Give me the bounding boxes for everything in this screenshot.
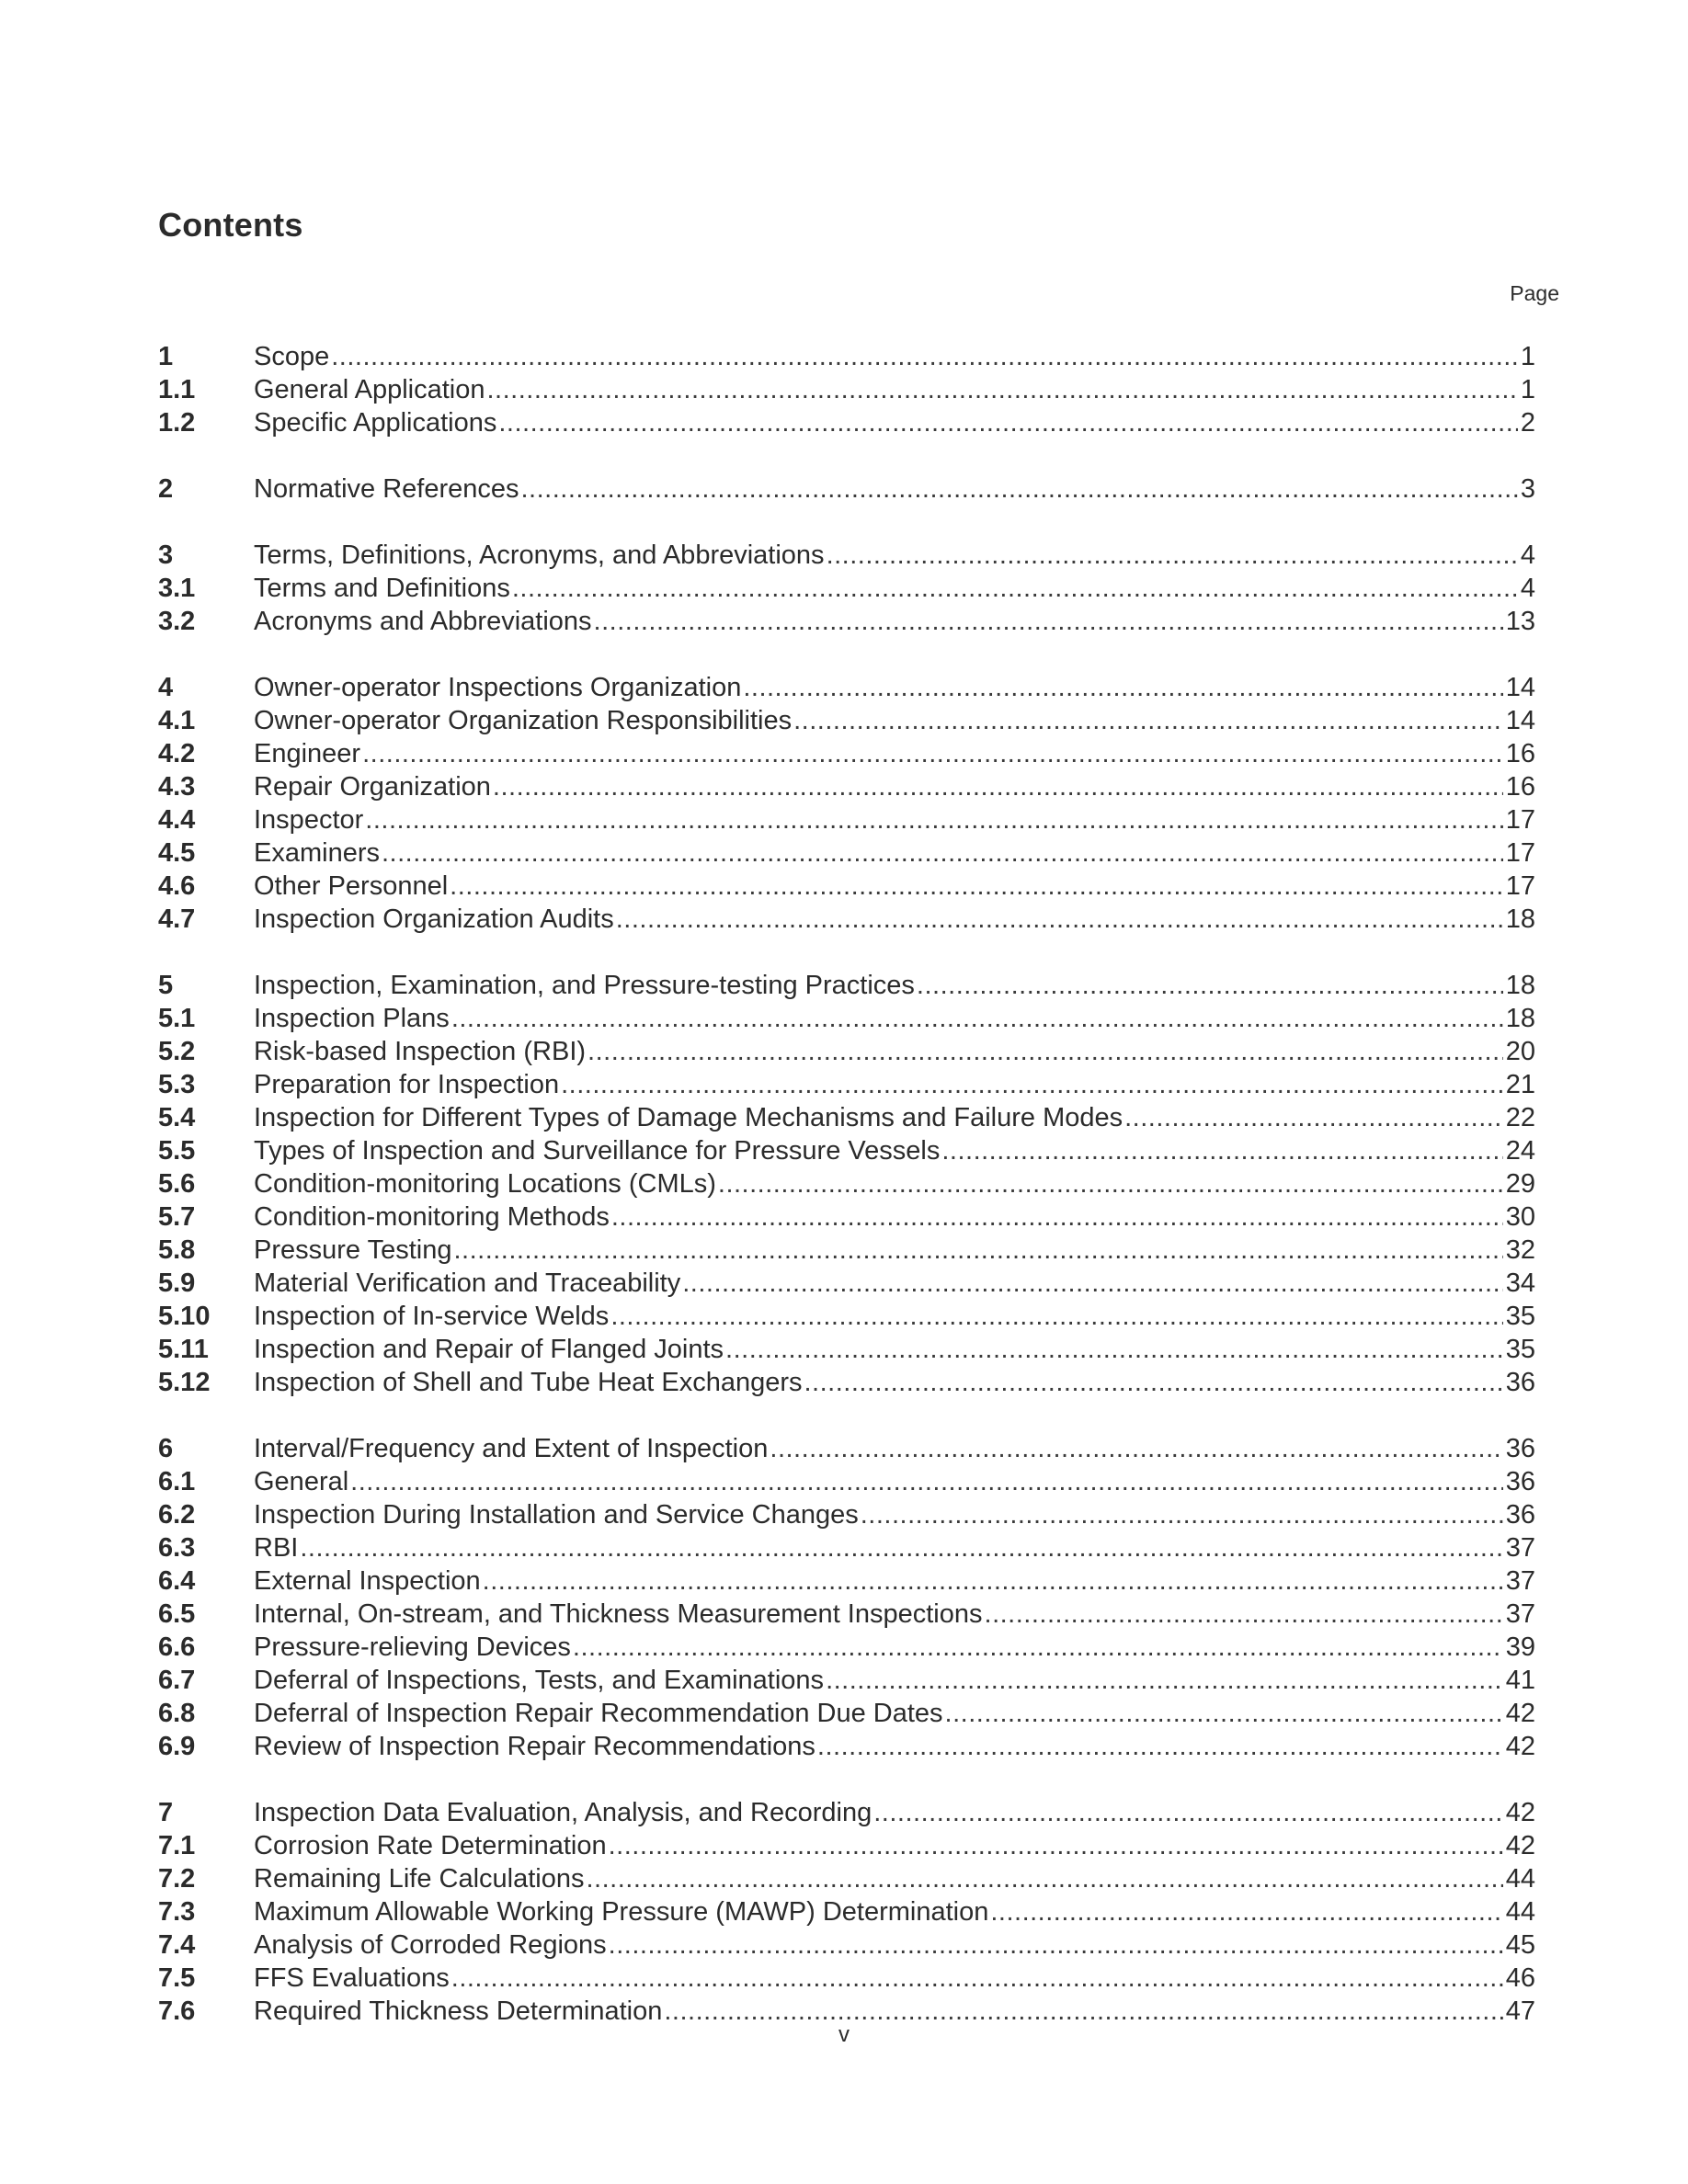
- toc-dot-leader: [827, 539, 1518, 572]
- toc-entry-page[interactable]: 18: [1505, 1004, 1535, 1033]
- toc-entry-number: 1.1: [158, 375, 196, 404]
- toc-dot-leader: [793, 704, 1503, 737]
- toc-entry-page[interactable]: 1: [1520, 375, 1535, 404]
- toc-dot-leader: [450, 870, 1503, 903]
- toc-entry-page[interactable]: 42: [1505, 1732, 1535, 1761]
- toc-dot-leader: [451, 1002, 1503, 1035]
- toc-entry-page[interactable]: 20: [1505, 1037, 1535, 1066]
- toc-entry-page[interactable]: 17: [1505, 871, 1535, 901]
- toc-entry[interactable]: [158, 406, 1535, 439]
- toc-dot-leader: [990, 1895, 1502, 1928]
- toc-entry[interactable]: [158, 969, 1535, 1002]
- toc-entry-title[interactable]: Pressure Testing: [254, 1235, 452, 1265]
- toc-entry-title[interactable]: Inspection During Installation and Service Changes: [254, 1500, 859, 1530]
- toc-entry[interactable]: [158, 836, 1535, 870]
- toc-entry[interactable]: [158, 1167, 1535, 1200]
- toc-entry-title[interactable]: Preparation for Inspection: [254, 1070, 560, 1099]
- toc-dot-leader: [861, 1498, 1503, 1531]
- toc-dot-leader: [718, 1167, 1503, 1200]
- toc-entry-title[interactable]: Normative References: [254, 474, 519, 504]
- toc-entry-number: 6.2: [158, 1500, 196, 1530]
- toc-entry-number: 5: [158, 971, 174, 1000]
- toc-dot-leader: [804, 1366, 1503, 1399]
- toc-dot-leader: [382, 836, 1503, 870]
- toc-entry-title[interactable]: General: [254, 1467, 349, 1496]
- toc-group: [158, 969, 1535, 1399]
- toc-entry[interactable]: [158, 572, 1535, 605]
- toc-entry-title[interactable]: Types of Inspection and Surveillance for Pressure Vessels: [254, 1136, 941, 1166]
- toc-entry[interactable]: [158, 1432, 1535, 1465]
- toc-entry[interactable]: [158, 1333, 1535, 1366]
- toc-entry-page[interactable]: 41: [1505, 1666, 1535, 1695]
- toc-entry-title[interactable]: Analysis of Corroded Regions: [254, 1930, 607, 1960]
- toc-entry[interactable]: [158, 1730, 1535, 1763]
- toc-group: [158, 539, 1535, 638]
- toc-dot-leader: [1124, 1101, 1503, 1134]
- toc-entry-number: 3.1: [158, 574, 196, 603]
- toc-entry-title[interactable]: FFS Evaluations: [254, 1963, 450, 1993]
- toc-dot-leader: [594, 605, 1503, 638]
- toc-entry-page[interactable]: 29: [1505, 1169, 1535, 1199]
- toc-dot-leader: [451, 1962, 1503, 1995]
- toc-entry-number: 6.7: [158, 1666, 196, 1695]
- toc-entry-title[interactable]: External Inspection: [254, 1566, 481, 1596]
- toc-entry-number: 6.6: [158, 1632, 196, 1662]
- toc-entry-title[interactable]: Condition-monitoring Locations (CMLs): [254, 1169, 716, 1199]
- toc-dot-leader: [682, 1267, 1503, 1300]
- toc-entry-number: 1.2: [158, 408, 196, 438]
- toc-entry-number: 7: [158, 1798, 174, 1827]
- page-folio: v: [838, 2022, 850, 2047]
- toc-dot-leader: [609, 1928, 1503, 1962]
- toc-entry[interactable]: [158, 870, 1535, 903]
- toc-entry-page[interactable]: 44: [1505, 1897, 1535, 1927]
- toc-entry-title[interactable]: Corrosion Rate Determination: [254, 1831, 607, 1860]
- toc-dot-leader: [362, 737, 1503, 770]
- toc-entry-number: 7.3: [158, 1897, 196, 1927]
- toc-entry[interactable]: [158, 1101, 1535, 1134]
- toc-entry-number: 7.6: [158, 1996, 196, 2026]
- toc-entry-page[interactable]: 13: [1505, 607, 1535, 636]
- toc-entry-number: 3: [158, 540, 174, 570]
- toc-entry-title[interactable]: Inspection and Repair of Flanged Joints: [254, 1335, 724, 1364]
- toc-entry-number: 5.1: [158, 1004, 196, 1033]
- toc-entry-page[interactable]: 18: [1505, 971, 1535, 1000]
- toc-entry[interactable]: [158, 1366, 1535, 1399]
- toc-entry[interactable]: [158, 340, 1535, 373]
- toc-dot-leader: [561, 1068, 1503, 1101]
- toc-entry-page[interactable]: 4: [1520, 574, 1535, 603]
- toc-dot-leader: [487, 373, 1518, 406]
- toc-entry-title[interactable]: Inspection Plans: [254, 1004, 450, 1033]
- toc-entry-page[interactable]: 42: [1505, 1699, 1535, 1728]
- toc-entry-title[interactable]: Review of Inspection Repair Recommendations: [254, 1732, 815, 1761]
- toc-entry-number: 6.4: [158, 1566, 196, 1596]
- toc-dot-leader: [826, 1664, 1503, 1697]
- toc-entry-page[interactable]: 22: [1505, 1103, 1535, 1132]
- toc-entry-page[interactable]: 18: [1505, 904, 1535, 934]
- toc-entry-title[interactable]: Engineer: [254, 739, 361, 768]
- toc-entry-page[interactable]: 17: [1505, 805, 1535, 835]
- toc-entry-page[interactable]: 34: [1505, 1268, 1535, 1298]
- toc-entry-page[interactable]: 16: [1505, 772, 1535, 802]
- toc-entry-page[interactable]: 35: [1505, 1335, 1535, 1364]
- toc-entry-number: 4.1: [158, 706, 196, 735]
- toc-entry[interactable]: [158, 1035, 1535, 1068]
- toc-entry-page[interactable]: 30: [1505, 1202, 1535, 1232]
- toc-entry-number: 6.3: [158, 1533, 196, 1563]
- toc-entry-number: 5.6: [158, 1169, 196, 1199]
- toc-entry-title[interactable]: Deferral of Inspection Repair Recommendation Due Dates: [254, 1699, 943, 1728]
- toc-dot-leader: [512, 572, 1518, 605]
- toc-entry-page[interactable]: 39: [1505, 1632, 1535, 1662]
- toc-entry-title[interactable]: Other Personnel: [254, 871, 449, 901]
- toc-entry-title[interactable]: Specific Applications: [254, 408, 497, 438]
- toc-entry-page[interactable]: 2: [1520, 408, 1535, 438]
- toc-entry-number: 4.5: [158, 838, 196, 868]
- toc-entry-number: 4.7: [158, 904, 196, 934]
- toc-entry-number: 4: [158, 673, 174, 702]
- toc-group: [158, 340, 1535, 439]
- toc-entry-number: 2: [158, 474, 174, 504]
- toc-entry-number: 4.2: [158, 739, 196, 768]
- toc-entry[interactable]: [158, 472, 1535, 506]
- toc-entry-title[interactable]: Condition-monitoring Methods: [254, 1202, 610, 1232]
- toc-group: [158, 1432, 1535, 1763]
- toc-entry-number: 4.4: [158, 805, 196, 835]
- toc-entry-page[interactable]: 37: [1505, 1533, 1535, 1563]
- toc-entry-title[interactable]: Acronyms and Abbreviations: [254, 607, 592, 636]
- toc-entry-number: 5.11: [158, 1335, 209, 1364]
- toc-entry-page[interactable]: 37: [1505, 1566, 1535, 1596]
- toc-entry[interactable]: [158, 1234, 1535, 1267]
- toc-entry[interactable]: [158, 1134, 1535, 1167]
- toc-entry-title[interactable]: Pressure-relieving Devices: [254, 1632, 571, 1662]
- toc-entry-number: 5.3: [158, 1070, 196, 1099]
- toc-entry[interactable]: [158, 1200, 1535, 1234]
- toc-entry[interactable]: [158, 1564, 1535, 1598]
- toc-entry[interactable]: [158, 1598, 1535, 1631]
- toc-entry-number: 6.9: [158, 1732, 196, 1761]
- toc-entry-page[interactable]: 36: [1505, 1368, 1535, 1397]
- toc-entry-page[interactable]: 36: [1505, 1434, 1535, 1463]
- toc-entry-title[interactable]: Owner-operator Inspections Organization: [254, 673, 742, 702]
- toc-entry-title[interactable]: General Application: [254, 375, 485, 404]
- toc-entry-number: 7.4: [158, 1930, 196, 1960]
- toc-entry-number: 5.8: [158, 1235, 196, 1265]
- toc-entry[interactable]: [158, 1697, 1535, 1730]
- toc-entry-page[interactable]: 44: [1505, 1864, 1535, 1894]
- toc-entry-title[interactable]: Examiners: [254, 838, 380, 868]
- toc-entry-page[interactable]: 35: [1505, 1302, 1535, 1331]
- toc-entry[interactable]: [158, 704, 1535, 737]
- toc-entry[interactable]: [158, 803, 1535, 836]
- toc-entry[interactable]: [158, 737, 1535, 770]
- toc-entry[interactable]: [158, 1829, 1535, 1862]
- toc-entry-title[interactable]: Risk-based Inspection (RBI): [254, 1037, 587, 1066]
- toc-entry-number: 4.3: [158, 772, 196, 802]
- toc-entry-page[interactable]: 24: [1505, 1136, 1535, 1166]
- toc-dot-leader: [917, 969, 1503, 1002]
- toc-entry-page[interactable]: 47: [1505, 1996, 1535, 2026]
- toc-dot-leader: [610, 1300, 1502, 1333]
- toc-entry-number: 6.8: [158, 1699, 196, 1728]
- toc-entry[interactable]: [158, 1002, 1535, 1035]
- toc-dot-leader: [873, 1796, 1502, 1829]
- toc-entry-page[interactable]: 36: [1505, 1467, 1535, 1496]
- toc-entry[interactable]: [158, 1928, 1535, 1962]
- toc-dot-leader: [350, 1465, 1503, 1498]
- toc-dot-leader: [521, 472, 1518, 506]
- toc-dot-leader: [573, 1631, 1503, 1664]
- toc-entry-number: 7.5: [158, 1963, 196, 1993]
- toc-entry[interactable]: [158, 1962, 1535, 1995]
- toc-entry-number: 5.10: [158, 1302, 211, 1331]
- toc-entry[interactable]: [158, 1068, 1535, 1101]
- toc-entry[interactable]: [158, 373, 1535, 406]
- toc-dot-leader: [941, 1134, 1502, 1167]
- toc-entry-page[interactable]: 16: [1505, 739, 1535, 768]
- toc-entry-title[interactable]: Scope: [254, 342, 330, 371]
- toc-dot-leader: [743, 671, 1502, 704]
- toc-dot-leader: [587, 1035, 1503, 1068]
- toc-entry[interactable]: [158, 605, 1535, 638]
- toc-entry-number: 5.7: [158, 1202, 196, 1232]
- toc-dot-leader: [453, 1234, 1502, 1267]
- toc-dot-leader: [365, 803, 1502, 836]
- toc-entry-title[interactable]: Internal, On-stream, and Thickness Measurement Inspections: [254, 1599, 983, 1629]
- toc-entry-page[interactable]: 45: [1505, 1930, 1535, 1960]
- toc-entry[interactable]: [158, 1531, 1535, 1564]
- toc-entry-title[interactable]: Terms, Definitions, Acronyms, and Abbreviations: [254, 540, 825, 570]
- toc-entry-title[interactable]: Inspection of In-service Welds: [254, 1302, 610, 1331]
- toc-entry-title[interactable]: Inspection Data Evaluation, Analysis, and Recording: [254, 1798, 873, 1827]
- toc-group: [158, 1796, 1535, 2028]
- toc-entry-number: 6.1: [158, 1467, 196, 1496]
- toc-entry-number: 5.5: [158, 1136, 196, 1166]
- toc-entry-title[interactable]: Inspection for Different Types of Damage Mechanisms and Failure Modes: [254, 1103, 1123, 1132]
- toc-entry-number: 3.2: [158, 607, 196, 636]
- toc-dot-leader: [945, 1697, 1503, 1730]
- toc-entry[interactable]: [158, 671, 1535, 704]
- toc-dot-leader: [586, 1862, 1502, 1895]
- toc-entry-page[interactable]: 21: [1505, 1070, 1535, 1099]
- page-title: Contents: [158, 206, 303, 244]
- toc-dot-leader: [331, 340, 1518, 373]
- toc-dot-leader: [985, 1598, 1503, 1631]
- toc-entry-title[interactable]: Interval/Frequency and Extent of Inspection: [254, 1434, 769, 1463]
- toc-entry-page[interactable]: 42: [1505, 1798, 1535, 1827]
- toc-entry-title[interactable]: Repair Organization: [254, 772, 491, 802]
- toc-entry-page[interactable]: 37: [1505, 1599, 1535, 1629]
- toc-dot-leader: [770, 1432, 1502, 1465]
- toc-group: [158, 671, 1535, 936]
- toc-entry-number: 7.1: [158, 1831, 196, 1860]
- toc-entry[interactable]: [158, 1796, 1535, 1829]
- toc-group: [158, 472, 1535, 506]
- toc-entry-number: 5.12: [158, 1368, 211, 1397]
- toc-entry[interactable]: [158, 1664, 1535, 1697]
- toc-dot-leader: [609, 1829, 1503, 1862]
- toc-entry[interactable]: [158, 1895, 1535, 1928]
- toc-entry[interactable]: [158, 1300, 1535, 1333]
- toc-entry-number: 6: [158, 1434, 174, 1463]
- toc-entry-title[interactable]: Owner-operator Organization Responsibilities: [254, 706, 793, 735]
- toc-entry-page[interactable]: 1: [1520, 342, 1535, 371]
- toc-entry-number: 1: [158, 342, 174, 371]
- toc-entry[interactable]: [158, 1862, 1535, 1895]
- toc-entry-page[interactable]: 46: [1505, 1963, 1535, 1993]
- toc-entry-page[interactable]: 4: [1520, 540, 1535, 570]
- toc-entry-title[interactable]: Inspection, Examination, and Pressure-testing Practices: [254, 971, 915, 1000]
- toc-entry-title[interactable]: Remaining Life Calculations: [254, 1864, 585, 1894]
- toc-dot-leader: [611, 1200, 1503, 1234]
- toc-entry[interactable]: [158, 1267, 1535, 1300]
- toc-entry-page[interactable]: 32: [1505, 1235, 1535, 1265]
- toc-entry-number: 5.4: [158, 1103, 196, 1132]
- toc-entry-number: 5.9: [158, 1268, 196, 1298]
- toc-dot-leader: [498, 406, 1517, 439]
- toc-entry-title[interactable]: Deferral of Inspections, Tests, and Examinations: [254, 1666, 825, 1695]
- toc-entry-number: 7.2: [158, 1864, 196, 1894]
- toc-entry-number: 5.2: [158, 1037, 196, 1066]
- toc-entry-page[interactable]: 17: [1505, 838, 1535, 868]
- toc-entry-number: 6.5: [158, 1599, 196, 1629]
- toc-entry-title[interactable]: Maximum Allowable Working Pressure (MAWP) Determination: [254, 1897, 989, 1927]
- toc-entry-title[interactable]: Inspection of Shell and Tube Heat Exchangers: [254, 1368, 803, 1397]
- toc-entry-title[interactable]: Inspection Organization Audits: [254, 904, 614, 934]
- toc-entry-title[interactable]: RBI: [254, 1533, 299, 1563]
- toc-entry-page[interactable]: 14: [1505, 673, 1535, 702]
- toc-dot-leader: [616, 903, 1503, 936]
- toc-entry-title[interactable]: Terms and Definitions: [254, 574, 510, 603]
- toc-dot-leader: [300, 1531, 1502, 1564]
- toc-entry-number: 4.6: [158, 871, 196, 901]
- toc-entry[interactable]: [158, 1465, 1535, 1498]
- toc-entry-page[interactable]: 3: [1520, 474, 1535, 504]
- toc-dot-leader: [817, 1730, 1503, 1763]
- toc-entry[interactable]: [158, 903, 1535, 936]
- toc-entry[interactable]: [158, 539, 1535, 572]
- toc-entry-title[interactable]: Material Verification and Traceability: [254, 1268, 681, 1298]
- toc-entry[interactable]: [158, 1631, 1535, 1664]
- page-column-label: Page: [1510, 281, 1559, 305]
- toc-entry[interactable]: [158, 1498, 1535, 1531]
- toc-entry-page[interactable]: 42: [1505, 1831, 1535, 1860]
- table-of-contents: [158, 340, 1535, 2061]
- toc-entry-title[interactable]: Required Thickness Determination: [254, 1996, 663, 2026]
- toc-dot-leader: [483, 1564, 1503, 1598]
- toc-entry-page[interactable]: 14: [1505, 706, 1535, 735]
- toc-dot-leader: [493, 770, 1503, 803]
- toc-entry[interactable]: [158, 770, 1535, 803]
- toc-entry-page[interactable]: 36: [1505, 1500, 1535, 1530]
- toc-dot-leader: [725, 1333, 1503, 1366]
- toc-entry-title[interactable]: Inspector: [254, 805, 364, 835]
